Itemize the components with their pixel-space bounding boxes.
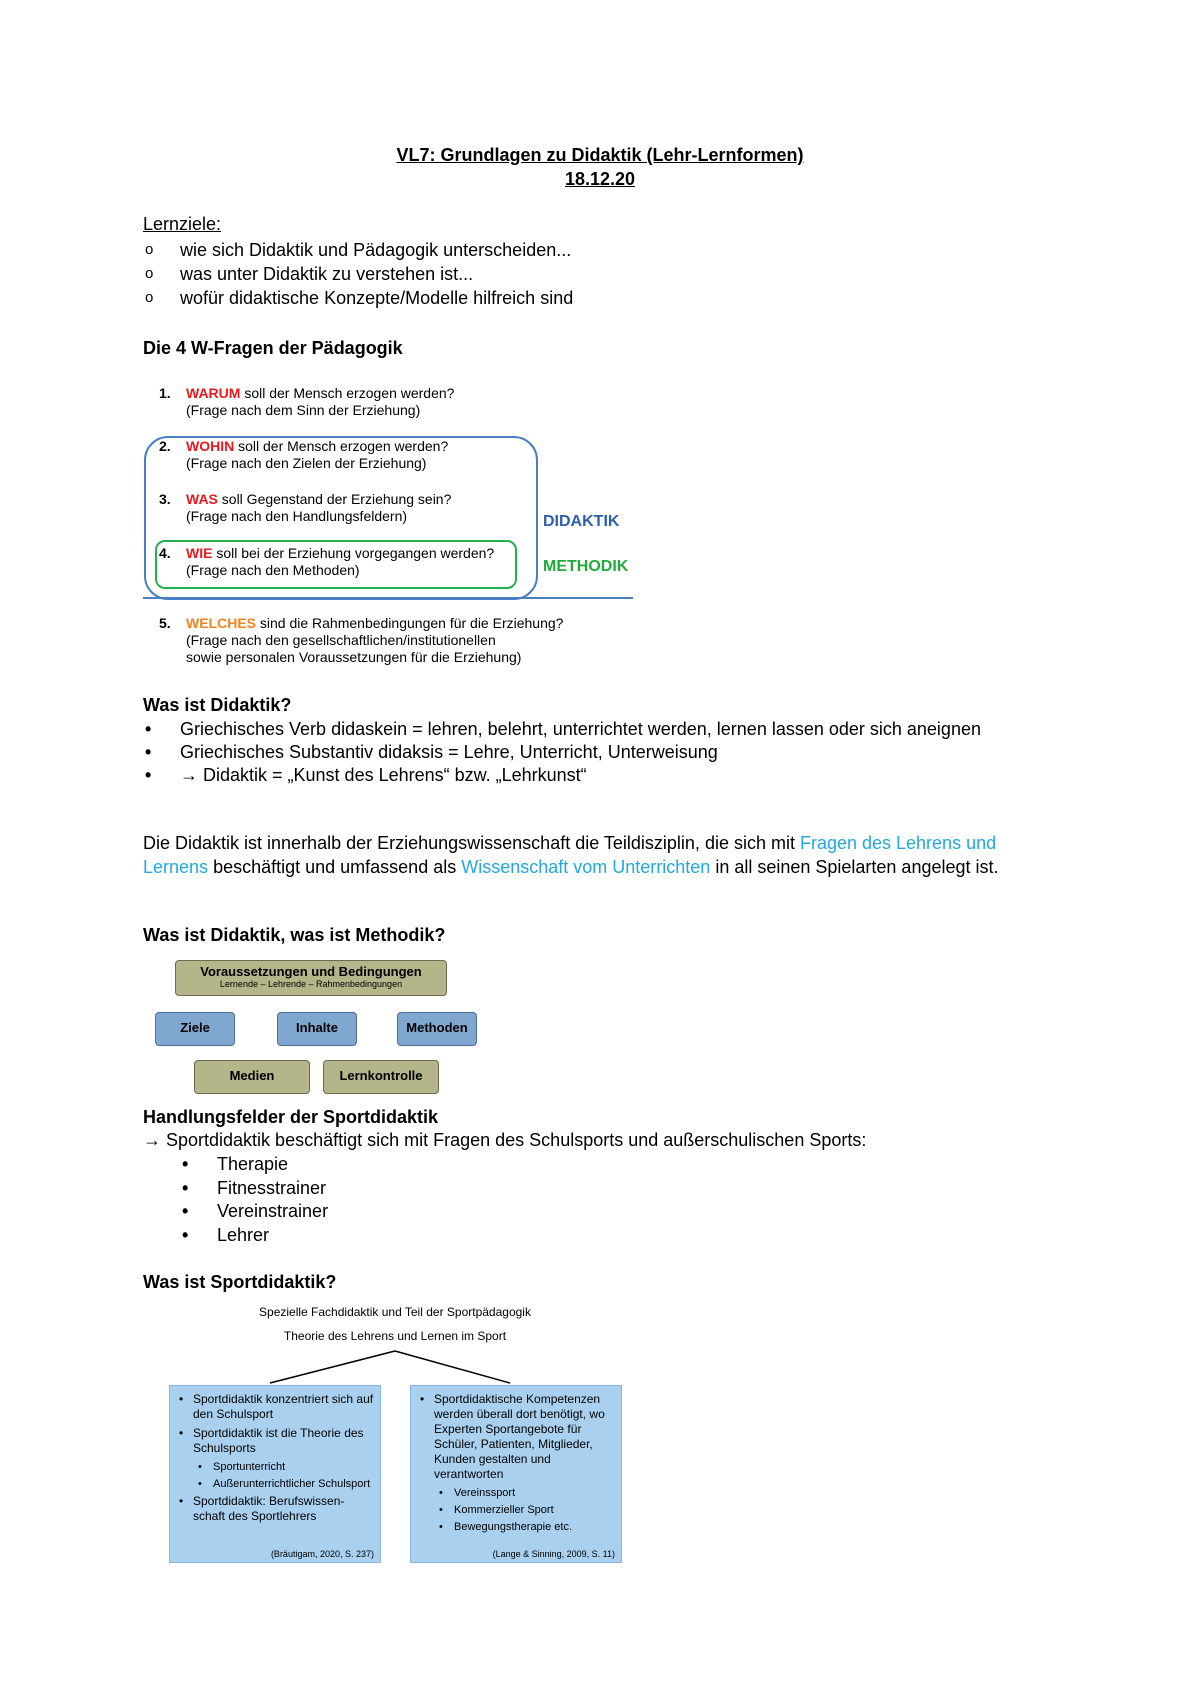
lernziele-label: Lernziele: (143, 214, 222, 234)
list-item: o was unter Didaktik zu verstehen ist... (145, 264, 474, 284)
list-item: • Sportunterricht (198, 1461, 286, 1473)
list-item: • Sportdidaktik konzentriert sich auf den Schulsport (179, 1392, 374, 1421)
circle-bullet-icon: o (145, 241, 154, 258)
list-item: • Vereinssport (439, 1487, 516, 1499)
schulsport-box (169, 1385, 381, 1563)
ausserschulisch-box (410, 1385, 622, 1563)
heading-sportdidaktik: Was ist Sportdidaktik? (143, 1272, 337, 1292)
list-item: o wie sich Didaktik und Pädagogik unterscheiden... (145, 240, 572, 260)
bullet-icon: • (145, 742, 152, 762)
lernkontrolle-box: Lernkontrolle (323, 1060, 439, 1094)
citation: (Lange & Sinning, 2009, S. 11) (492, 1549, 615, 1559)
list-item: • Bewegungstherapie etc. (439, 1521, 573, 1533)
list-item: • Vereinstrainer (180, 1200, 328, 1224)
heading-didaktik-methodik: Was ist Didaktik, was ist Methodik? (143, 925, 446, 945)
citation: (Bräutigam, 2020, S. 237) (270, 1549, 374, 1559)
didaktik-methodik-figure (153, 960, 483, 1095)
circle-bullet-icon: o (145, 265, 154, 282)
didaktik-bullets (143, 718, 1023, 787)
lernziele-list (143, 238, 573, 310)
figure-title: Spezielle Fachdidaktik und Teil der Sportpädagogik (259, 1305, 531, 1319)
bullet-icon: • (182, 1177, 189, 1198)
list-item: • Griechisches Substantiv didaksis = Lehre, Unterricht, Unterweisung (145, 742, 718, 762)
inhalte-box: Inhalte (277, 1012, 357, 1046)
list-item: • Fitnesstrainer (180, 1177, 328, 1201)
handlungsfelder-intro: → Sportdidaktik beschäftigt sich mit Fragen des Schulsports und außerschulischen Sports: (143, 1130, 867, 1150)
heading-handlungsfelder: Handlungsfelder der Sportdidaktik (143, 1107, 439, 1127)
list-item: • Sportdidaktische Kompetenzen werden überall dort benötigt, wo Experten Sportangebote für Schüler, Patienten, Mitglieder, Kunden gestalten und verantworten (420, 1392, 605, 1481)
highlight-wissenschaft: Wissenschaft vom Unterrichten (461, 856, 711, 877)
list-item: • Lehrer (180, 1224, 328, 1248)
medien-box: Medien (194, 1060, 310, 1094)
bullet-icon: • (182, 1201, 189, 1221)
bullet-icon: • (145, 765, 152, 785)
voraussetzungen-box: Voraussetzungen und Bedingungen Lernende – Lehrende – Rahmenbedingungen (175, 960, 447, 996)
figure-subtitle: Theorie des Lehrens und Lernen im Sport (283, 1329, 507, 1343)
list-item: • Therapie (180, 1153, 328, 1177)
list-item: • Außerunterrichtlicher Schulsport (198, 1478, 371, 1490)
list-item: • → Didaktik = „Kunst des Lehrens“ bzw. „Lehrkunst“ (145, 765, 587, 785)
list-item: • Sportdidaktik: Berufswissen-schaft des Sportlehrers (179, 1494, 345, 1523)
heading-was-ist-didaktik: Was ist Didaktik? (143, 695, 292, 715)
handlungsfelder-list (180, 1153, 328, 1247)
sportdidaktik-figure (165, 1305, 625, 1565)
ziele-box: Ziele (155, 1012, 235, 1046)
methoden-box: Methoden (397, 1012, 477, 1046)
divider-line (143, 597, 633, 599)
bullet-icon: • (145, 719, 152, 739)
list-item: • Griechisches Verb didaskein = lehren, belehrt, unterrichtet werden, lernen lassen oder sich aneignen (145, 719, 981, 739)
document-title: VL7: Grundlagen zu Didaktik (Lehr-Lernformen) (396, 145, 804, 165)
circle-bullet-icon: o (145, 289, 154, 306)
highlight-fragen: Fragen des Lehrens und Lernens (143, 833, 997, 877)
label-didaktik: DIDAKTIK (543, 513, 620, 530)
bullet-icon: • (182, 1224, 189, 1245)
didaktik-definition: Die Didaktik ist innerhalb der Erziehungswissenschaft die Teildisziplin, die sich mit Fragen des Lehrens und Lernens beschäftigt und umfassend als Wissenschaft vom Unterrichten in all seinen Spielarten angelegt ist. (143, 833, 999, 877)
list-item: • Sportdidaktik ist die Theorie des Schulsports (179, 1426, 364, 1455)
list-item: • Kommerzieller Sport (439, 1504, 554, 1516)
heading-wfragen: Die 4 W-Fragen der Pädagogik (143, 338, 403, 358)
label-methodik: METHODIK (543, 558, 629, 575)
document-date: 18.12.20 (564, 169, 636, 189)
wfragen-figure: 1. WARUM soll der Mensch erzogen werden? (Frage nach dem Sinn der Erziehung) 2. WOHIN soll der Mensch erzogen werden? (Frage nach den Zielen der Erziehung) 3. WAS soll Gegenstand der Erziehung sein? (Frage nach den Handlungsfeldern) 4. WIE soll bei der Erziehung vorgegangen werden? (Frage nach den Methoden) 5. WELCHES sind die Rahmenbedingungen für die Erziehung? (Frage nach den gesellschaftlichen/institutionellen sowie personalen Voraussetzungen für die Erziehung) DIDAKTIK METHODIK (143, 385, 663, 673)
bullet-icon: • (182, 1154, 189, 1174)
list-item: o wofür didaktische Konzepte/Modelle hilfreich sind (145, 288, 574, 308)
